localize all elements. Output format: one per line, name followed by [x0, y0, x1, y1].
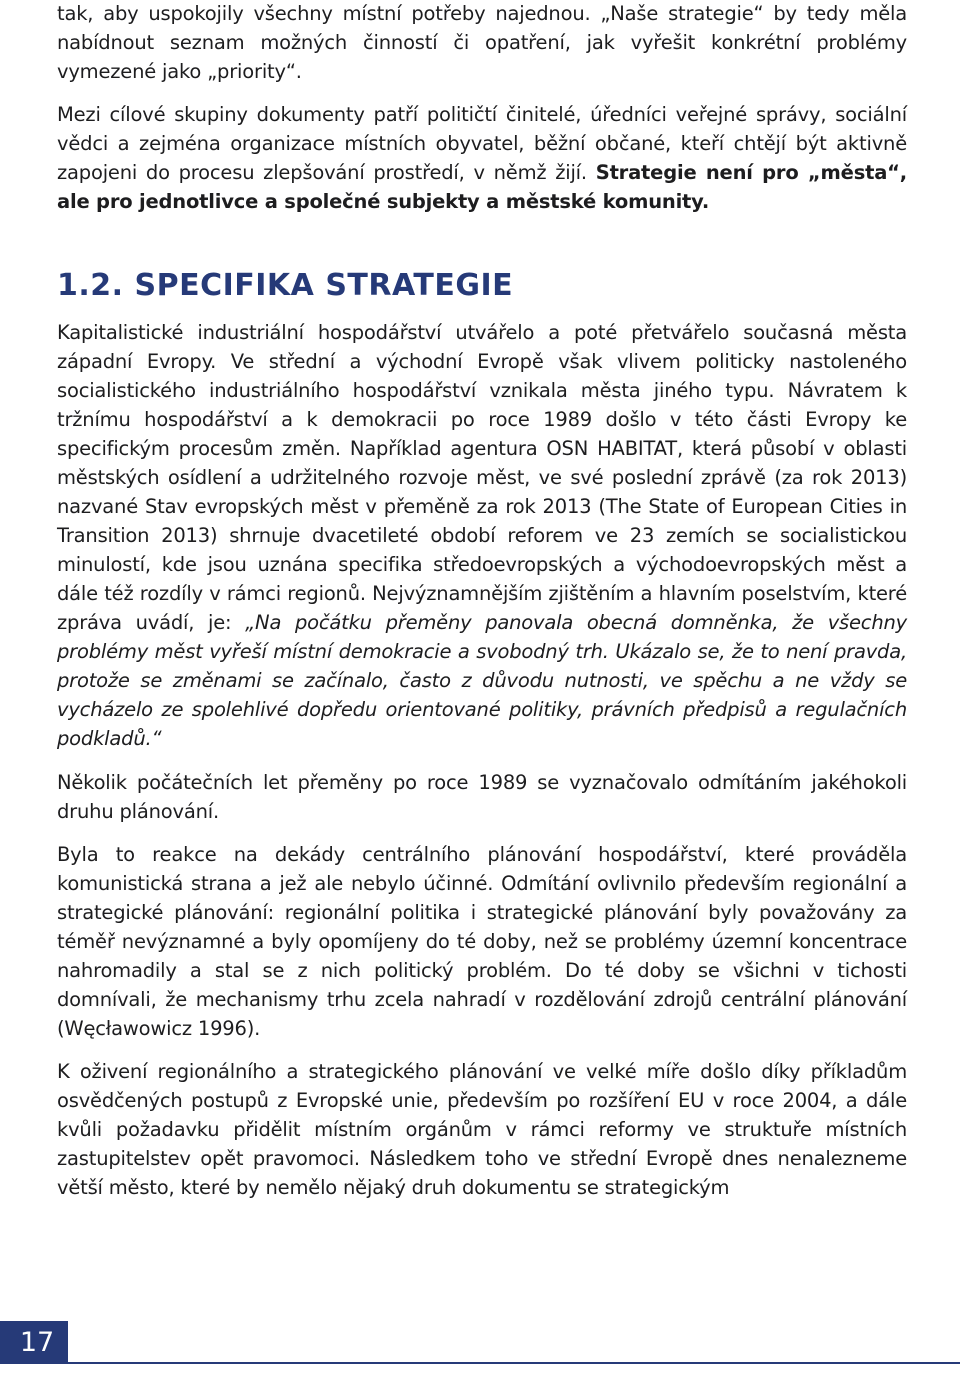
page-number-badge: [0, 1321, 68, 1364]
target-groups-emphasis: Strategie není pro „města“, ale pro jednotlivce a společné subjekty a městské komunity.: [57, 161, 907, 213]
target-groups-text: Mezi cílové skupiny dokumenty patří političtí činitelé, úředníci veřejné správy, sociální vědci a zejména organizace místních obyvatel, běžní občané, kteří chtějí být aktivně zapojeni do procesu zlepšování prostředí, v němž žijí.: [57, 103, 907, 184]
revival-text: K oživení regionálního a strategického plánování ve velké míře došlo díky příkladům osvědčených postupů z Evropské unie, především po rozšíření EU v roce 2004, a dále kvůli požadavku přidělit místním orgánům v rámci reformy ve struktuře místních zastupitelstev opět pravomoci. Následkem toho ve střední Evropě dnes nenalezneme větší město, které by nemělo nějaký druh dokumentu se strategickým: [57, 1060, 907, 1199]
paragraph-continuation-text: tak, aby uspokojily všechny místní potřeby najednou. „Naše strategie“ by tedy měla nabídnout seznam možných činností či opatření, jak vyřešit konkrétní problémy vymezené jako „priority“.: [57, 2, 907, 83]
section-heading: 1.2. SPECIFIKA STRATEGIE: [57, 268, 514, 303]
paragraph-initial-years: [57, 768, 907, 826]
habitat-quote: „Na počátku přeměny panovala obecná domněnka, že všechny problémy měst vyřeší místní demokracie a svobodný trh. Ukázalo se, že to není pravda, protože se změnami se začínalo, často z důvodu nutnosti, ve spěchu a ne vždy se vycházelo ze spolehlivé dopředu orientované politiky, právních předpisů a regulačních podkladů.“: [57, 611, 907, 750]
initial-years-text: Několik počátečních let přeměny po roce 1989 se vyznačovalo odmítáním jakéhokoli druhu plánování.: [57, 771, 907, 823]
paragraph-revival: [57, 1057, 907, 1202]
paragraph-central-planning-reaction: [57, 840, 907, 1043]
paragraph-target-groups: [57, 100, 907, 216]
paragraph-capitalist-industrial: [57, 318, 907, 753]
footer-rule: [68, 1362, 960, 1364]
paragraph-continuation: [57, 0, 907, 86]
page-number: 17: [19, 1327, 55, 1358]
capitalist-industrial-text: Kapitalistické industriální hospodářství utvářelo a poté přetvářelo současná města západní Evropy. Ve střední a východní Evropě však vlivem politicky nastoleného socialistického industriálního hospodářství vznikala města jiného typu. Návratem k tržnímu hospodářství a k demokracii po roce 1989 došlo v této části Evropy ke specifickým procesům změn. Například agentura OSN HABITAT, která působí v oblasti městských osídlení a udržitelného rozvoje měst, ve své poslední zprávě (za rok 2013) nazvané Stav evropských měst v přeměně za rok 2013 (The State of European Cities in Transition 2013) shrnuje dvacetileté období reforem ve 23 zemích se socialistickou minulostí, kde jsou uznána specifika středoevropských a východoevropských měst a dále též rozdíly v rámci regionů. Nejvýznamnějším zjištěním a hlavním poselstvím, které zpráva uvádí, je:: [57, 321, 907, 634]
central-planning-text: Byla to reakce na dekády centrálního plánování hospodářství, které prováděla komunistická strana a jež ale nebylo účinné. Odmítání ovlivnilo především regionální a strategické plánování: regionální politika i strategické plánování byly považovány za téměř nevýznamné a byly opomíjeny do té doby, než se problémy územní koncentrace nahromadily a stal se z nich politický problém. Do té doby se všichni v tichosti domnívali, že mechanismy trhu zcela nahradí v rozdělování zdrojů centrální plánování (Węcławowicz 1996).: [57, 843, 907, 1040]
